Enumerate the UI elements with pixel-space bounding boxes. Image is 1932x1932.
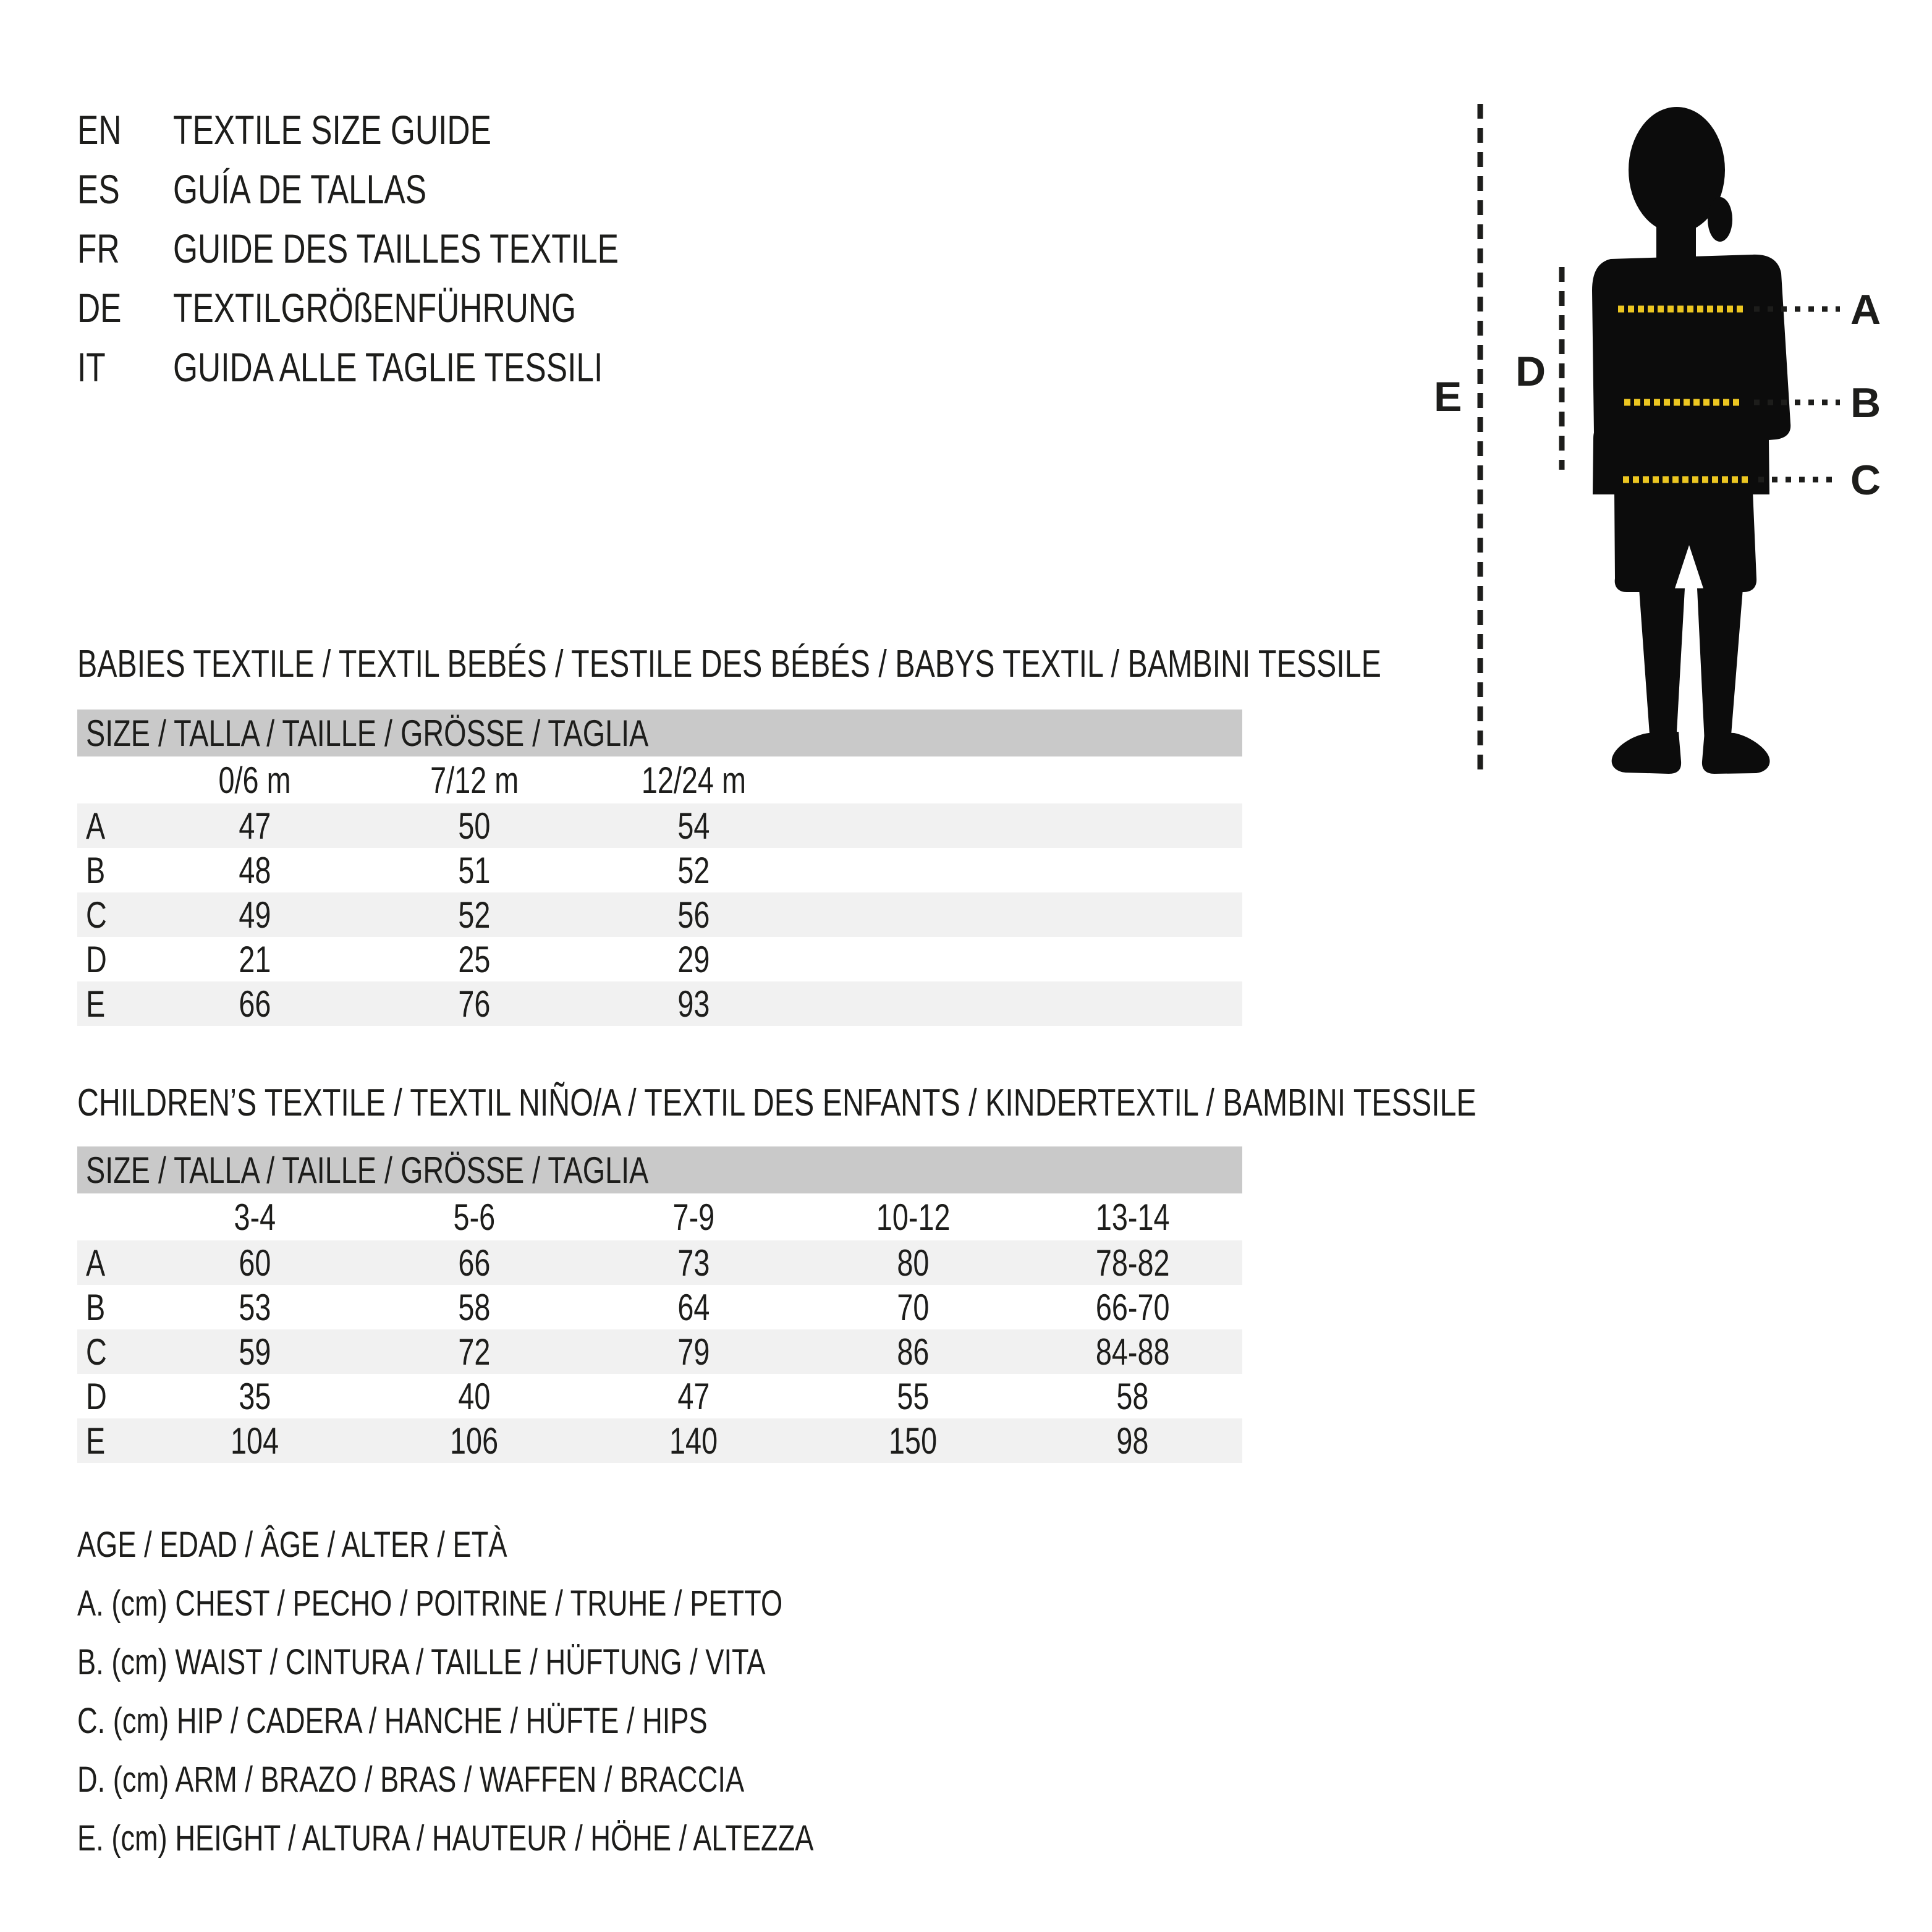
table-row: D 21 25 29 bbox=[86, 938, 710, 980]
legend-height: E. (cm) HEIGHT / ALTURA / HAUTEUR / HÖHE / ALTEZZA bbox=[77, 1818, 814, 1858]
lang-row-de bbox=[77, 278, 744, 337]
lang-code: EN bbox=[77, 107, 122, 153]
babies-size-header-bar: SIZE / TALLA / TAILLE / GRÖSSE / TAGLIA bbox=[77, 710, 1242, 756]
children-column-header-row bbox=[77, 1193, 1242, 1240]
guide-title: GUIDA ALLE TAGLIE TESSILI bbox=[173, 344, 603, 390]
children-col-10-12: 10-12 bbox=[876, 1196, 951, 1238]
babies-col-0-6m: 0/6 m bbox=[218, 759, 292, 801]
measure-label-a: A bbox=[1850, 286, 1881, 333]
babies-size-table bbox=[77, 710, 1242, 1026]
babies-col-12-24m: 12/24 m bbox=[641, 759, 747, 801]
lang-row-it bbox=[77, 337, 744, 397]
table-row: A 47 50 54 bbox=[77, 803, 1242, 848]
children-col-5-6: 5-6 bbox=[453, 1196, 496, 1238]
language-title-list bbox=[77, 100, 744, 397]
measurement-legend bbox=[77, 1515, 1022, 1868]
lang-code: FR bbox=[77, 226, 120, 271]
guide-title: TEXTILGRÖßENFÜHRUNG bbox=[173, 285, 577, 331]
measure-label-b: B bbox=[1850, 379, 1881, 426]
table-row: C 49 52 56 bbox=[77, 892, 1242, 937]
table-row: A 60 66 73 80 78-82 bbox=[77, 1240, 1242, 1285]
legend-waist: B. (cm) WAIST / CINTURA / TAILLE / HÜFTUNG / VITA bbox=[77, 1642, 766, 1682]
babies-column-header-row bbox=[77, 756, 1242, 803]
lang-code: DE bbox=[77, 285, 122, 331]
guide-title: TEXTILE SIZE GUIDE bbox=[173, 107, 491, 153]
children-size-table bbox=[77, 1146, 1242, 1463]
babies-section-heading: BABIES TEXTILE / TEXTIL BEBÉS / TESTILE DES BÉBÉS / BABYS TEXTIL / BAMBINI TESSILE bbox=[77, 643, 1381, 685]
lang-code: IT bbox=[77, 344, 106, 390]
guide-title: GUÍA DE TALLAS bbox=[173, 166, 427, 212]
legend-hip: C. (cm) HIP / CADERA / HANCHE / HÜFTE / HIPS bbox=[77, 1701, 708, 1741]
children-col-3-4: 3-4 bbox=[234, 1196, 276, 1238]
table-row: B 48 51 52 bbox=[86, 849, 710, 891]
babies-col-7-12m: 7/12 m bbox=[430, 759, 519, 801]
lang-row-es bbox=[77, 159, 744, 219]
legend-arm: D. (cm) ARM / BRAZO / BRAS / WAFFEN / BRACCIA bbox=[77, 1760, 745, 1800]
guide-title: GUIDE DES TAILLES TEXTILE bbox=[173, 226, 619, 271]
measure-label-d: D bbox=[1515, 348, 1546, 395]
lang-code: ES bbox=[77, 166, 120, 212]
children-size-header-bar: SIZE / TALLA / TAILLE / GRÖSSE / TAGLIA bbox=[77, 1146, 1242, 1193]
table-row: D 35 40 47 55 58 bbox=[86, 1375, 1149, 1417]
children-section-heading: CHILDREN’S TEXTILE / TEXTIL NIÑO/A / TEXTIL DES ENFANTS / KINDERTEXTIL / BAMBINI TESSILE bbox=[77, 1082, 1477, 1124]
legend-age: AGE / EDAD / ÂGE / ALTER / ETÀ bbox=[77, 1525, 507, 1565]
lang-row-en bbox=[77, 100, 744, 159]
measure-label-c: C bbox=[1850, 457, 1881, 504]
table-row: C 59 72 79 86 84-88 bbox=[77, 1329, 1242, 1374]
children-col-13-14: 13-14 bbox=[1095, 1196, 1170, 1238]
table-row: E 104 106 140 150 98 bbox=[77, 1418, 1242, 1463]
legend-chest: A. (cm) CHEST / PECHO / POITRINE / TRUHE / PETTO bbox=[77, 1583, 783, 1624]
lang-row-fr bbox=[77, 219, 744, 278]
table-row: B 53 58 64 70 66-70 bbox=[86, 1286, 1170, 1328]
table-row: E 66 76 93 bbox=[77, 981, 1242, 1026]
children-col-7-9: 7-9 bbox=[672, 1196, 715, 1238]
measure-label-e: E bbox=[1434, 373, 1462, 420]
child-silhouette-figure bbox=[1409, 87, 1932, 803]
